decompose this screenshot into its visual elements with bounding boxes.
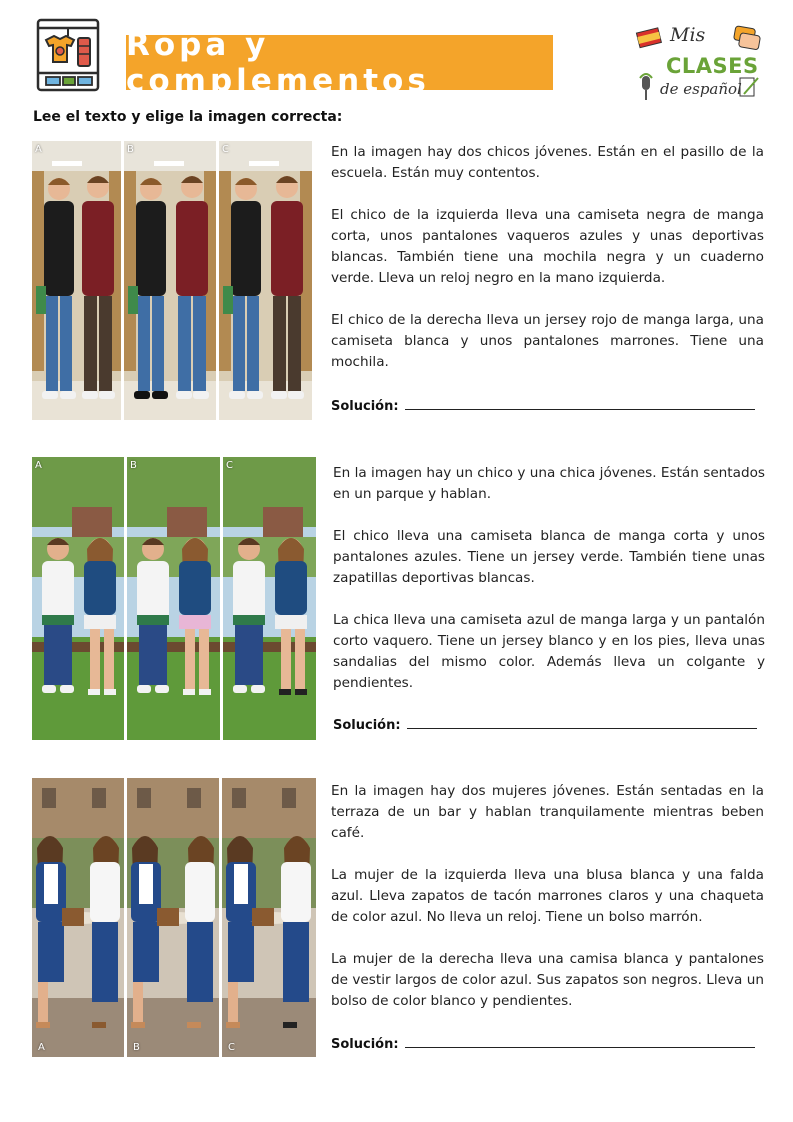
option-b-image[interactable] <box>124 141 216 420</box>
exercise-2-solution <box>333 716 757 733</box>
option-a-image[interactable] <box>32 778 124 1057</box>
cafe-terrace-illustration <box>222 778 316 1057</box>
option-label: A <box>35 144 42 155</box>
exercise-1-solution <box>331 397 755 414</box>
solution-answer-line[interactable] <box>407 716 757 729</box>
solution-answer-line[interactable] <box>405 397 755 410</box>
park-bench-illustration <box>127 457 220 740</box>
option-label: B <box>130 460 137 471</box>
exercise-2-images <box>32 457 316 740</box>
exercise-3-text <box>331 781 764 1033</box>
park-bench-illustration <box>32 457 124 740</box>
paragraph: El chico de la derecha lleva un jersey rojo de manga larga, una camiseta blanca y unos pantalones marrones. Tiene una mochila. <box>331 312 764 370</box>
solution-label: Solución: <box>331 399 399 414</box>
option-label: C <box>226 460 233 471</box>
cafe-terrace-illustration <box>32 778 124 1057</box>
option-b-image[interactable] <box>127 457 220 740</box>
option-a-image[interactable] <box>32 457 124 740</box>
paragraph: El chico lleva una camiseta blanca de manga corta y unos pantalones azules. Tiene un jersey verde. También tiene unas zapatillas deportivas blancas. <box>333 528 765 586</box>
option-label: B <box>127 144 134 155</box>
paragraph: El chico de la izquierda lleva una camiseta negra de manga corta, unos pantalones vaqueros azules y unas deportivas blancas. También tiene una mochila negra y un cuaderno verde. Lleva un reloj negro en la mano izquierda. <box>331 207 764 286</box>
paragraph: En la imagen hay un chico y una chica jóvenes. Están sentados en un parque y hablan. <box>333 465 765 502</box>
hallway-boys-illustration <box>124 141 216 420</box>
solution-label: Solución: <box>333 718 401 733</box>
exercise-1-text <box>331 142 764 394</box>
option-label: C <box>228 1042 235 1053</box>
brand-logo <box>634 22 764 104</box>
option-b-image[interactable] <box>127 778 219 1057</box>
wardrobe-icon <box>36 18 100 92</box>
exercise-3-solution <box>331 1035 755 1052</box>
park-bench-illustration <box>223 457 316 740</box>
option-label: A <box>35 460 42 471</box>
instructions: Lee el texto y elige la imagen correcta: <box>33 109 343 125</box>
page-title: Ropa y complementos <box>126 26 430 99</box>
logo-clases: CLASES <box>666 54 759 78</box>
logo-mis: Mis <box>670 24 706 46</box>
paragraph: En la imagen hay dos chicos jóvenes. Están en el pasillo de la escuela. Están muy contentos. <box>331 144 764 181</box>
title-banner <box>126 26 553 99</box>
exercise-1-images <box>32 141 315 420</box>
paragraph: La chica lleva una camiseta azul de manga larga y un pantalón corto vaquero. Tiene un jersey blanco y en los pies, lleva unas sandalias del mismo color. Además lleva un colgante y pendientes. <box>333 612 765 691</box>
hallway-boys-illustration <box>219 141 312 420</box>
exercise-2-text <box>333 463 765 715</box>
exercise-3-images <box>32 778 316 1057</box>
paragraph: La mujer de la derecha lleva una camisa blanca y pantalones de vestir largos de color azul. Sus zapatos son negros. Lleva un bolso de color blanco y pendientes. <box>331 951 764 1009</box>
option-label: C <box>222 144 229 155</box>
option-label: B <box>133 1042 140 1053</box>
option-label: A <box>38 1042 45 1053</box>
option-a-image[interactable] <box>32 141 121 420</box>
paragraph: La mujer de la izquierda lleva una blusa blanca y una falda azul. Lleva zapatos de tacón marrones claros y una chaqueta de color azul. No lleva un reloj. Tiene un bolso marrón. <box>331 867 764 925</box>
solution-label: Solución: <box>331 1037 399 1052</box>
solution-answer-line[interactable] <box>405 1035 755 1048</box>
option-c-image[interactable] <box>219 141 312 420</box>
cafe-terrace-illustration <box>127 778 219 1057</box>
hallway-boys-illustration <box>32 141 121 420</box>
option-c-image[interactable] <box>222 778 316 1057</box>
option-c-image[interactable] <box>223 457 316 740</box>
paragraph: En la imagen hay dos mujeres jóvenes. Están sentadas en la terraza de un bar y hablan tranquilamente mientras beben café. <box>331 783 764 841</box>
logo-espanol: de español <box>660 80 742 98</box>
